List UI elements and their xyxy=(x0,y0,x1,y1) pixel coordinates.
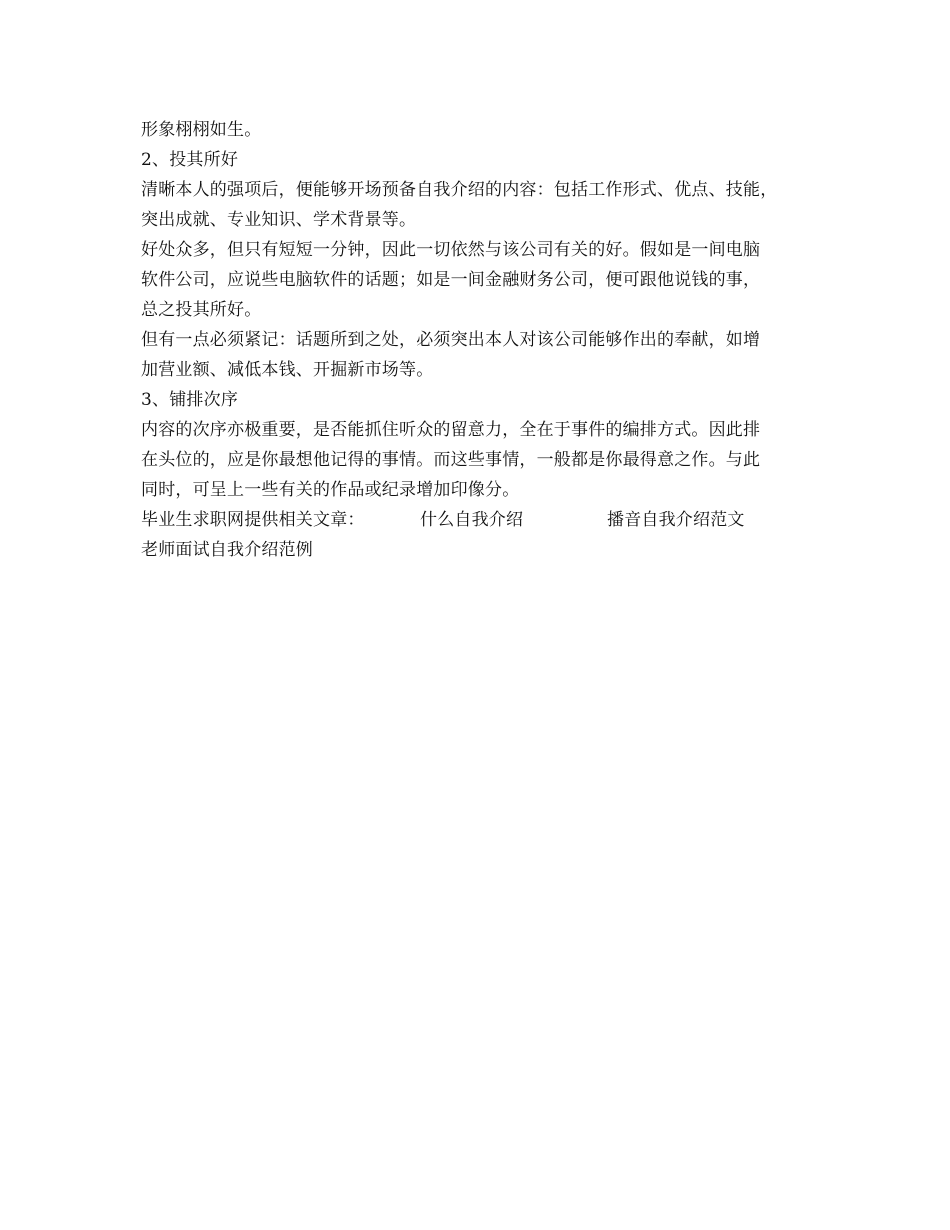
related-article-link[interactable]: 播音自我介绍范文 xyxy=(607,510,745,530)
related-articles-row xyxy=(141,535,841,565)
paragraph-line: 好处众多，但只有短短一分钟，因此一切依然与该公司有关的好。假如是一间电脑 xyxy=(141,240,761,260)
paragraph-line: 总之投其所好。 xyxy=(141,300,262,320)
document-body xyxy=(141,115,841,565)
paragraph-line: 在头位的，应是你最想他记得的事情。而这些事情，一般都是你最得意之作。与此 xyxy=(141,450,761,470)
related-article-link[interactable]: 老师面试自我介绍范例 xyxy=(141,540,313,560)
paragraph-line: 突出成就、专业知识、学术背景等。 xyxy=(141,210,417,230)
paragraph-line: 但有一点必须紧记：话题所到之处，必须突出本人对该公司能够作出的奉献，如增 xyxy=(141,330,761,350)
paragraph-line: 软件公司，应说些电脑软件的话题；如是一间金融财务公司，便可跟他说钱的事， xyxy=(141,270,761,290)
paragraph-line: 清晰本人的强项后，便能够开场预备自我介绍的内容：包括工作形式、优点、技能， xyxy=(141,180,778,200)
section-heading: 2、投其所好 xyxy=(141,150,239,170)
paragraph-line: 加营业额、减低本钱、开掘新市场等。 xyxy=(141,360,434,380)
paragraph-line: 内容的次序亦极重要，是否能抓住听众的留意力，全在于事件的编排方式。因此排 xyxy=(141,420,761,440)
related-articles-row xyxy=(141,505,841,535)
section-heading: 3、铺排次序 xyxy=(141,390,239,410)
paragraph-line: 形象栩栩如生。 xyxy=(141,120,262,140)
related-article-link[interactable]: 什么自我介绍 xyxy=(420,510,524,530)
paragraph-line: 同时，可呈上一些有关的作品或纪录增加印像分。 xyxy=(141,480,520,500)
related-articles-label: 毕业生求职网提供相关文章： xyxy=(141,510,365,530)
